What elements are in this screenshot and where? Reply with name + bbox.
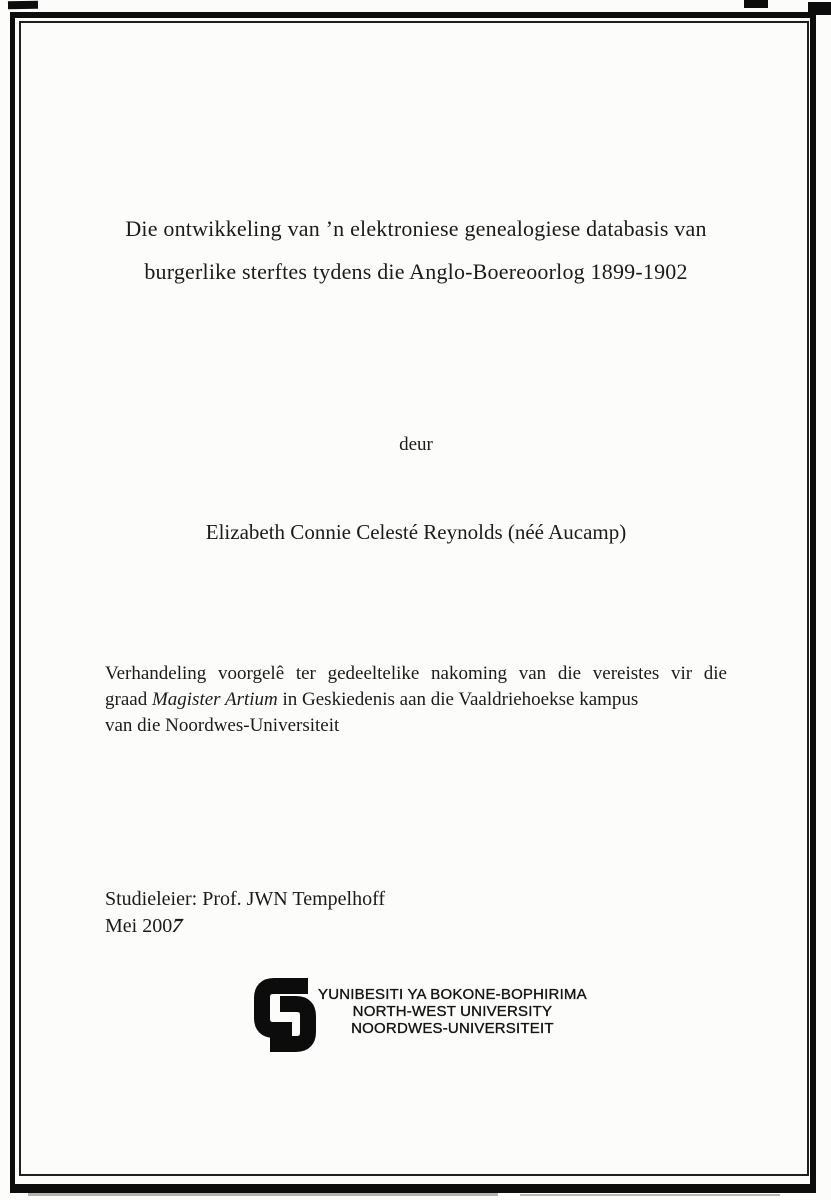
nwu-logo-line-english: NORTH-WEST UNIVERSITY [352, 1002, 553, 1020]
scan-shadow-bottom-right [520, 1194, 780, 1196]
nwu-logo-line-setswana: YUNIBESITI YA BOKONE-BOPHIRIMA [318, 985, 587, 1003]
scan-smudge-top-left [8, 1, 38, 10]
byline-label: deur [399, 434, 433, 455]
scan-smudge-top-middle [744, 0, 768, 8]
chain-links-icon [254, 970, 316, 1052]
date-line [105, 913, 727, 940]
thesis-title-line-1: Die ontwikkeling van ’n elektroniese genealogiese databasis van [125, 216, 707, 241]
submission-statement [105, 661, 727, 739]
submission-line-3: van die Noordwes-Universiteit [105, 715, 340, 736]
supervisor-block [105, 886, 727, 940]
thesis-title-line-2: burgerlike sterftes tydens die Anglo-Boereoorlog 1899-1902 [144, 259, 688, 284]
supervisor-line: Studieleier: Prof. JWN Tempelhoff [105, 888, 386, 910]
thesis-title [105, 207, 727, 293]
submission-line-1: Verhandeling voorgelê ter gedeeltelike nakoming van die vereistes vir die [105, 663, 727, 684]
nwu-logo-line-afrikaans: NOORDWES-UNIVERSITEIT [351, 1019, 554, 1037]
submission-line-2-post: in Geskiedenis aan die Vaaldriehoekse kampus [277, 689, 639, 710]
submission-line-2 [105, 687, 727, 713]
date-last-digit: 7 [169, 915, 186, 937]
nwu-logo-wordmark [318, 986, 587, 1037]
author-name: Elizabeth Connie Celesté Reynolds (néé Aucamp) [205, 520, 627, 544]
nwu-logo [254, 970, 587, 1052]
submission-line-2-pre: graad [105, 689, 152, 710]
date-prefix: Mei 200 [105, 915, 173, 937]
scan-shadow-bottom-left [28, 1193, 498, 1196]
degree-name: Magister Artium [151, 689, 278, 710]
